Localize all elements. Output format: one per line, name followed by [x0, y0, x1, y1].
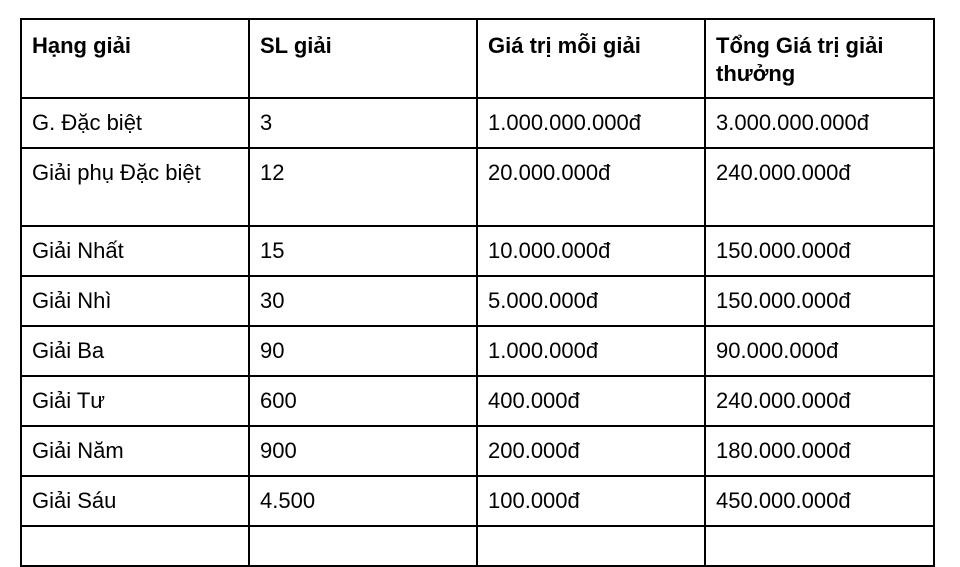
cell-prize-tier: Giải Tư: [21, 376, 249, 426]
table-cell: [21, 526, 249, 566]
header-total-value: Tổng Giá trị giải thưởng: [705, 19, 934, 98]
cell-total-value: 240.000.000đ: [705, 376, 934, 426]
cell-prize-tier: Giải Nhì: [21, 276, 249, 326]
table-row: [21, 426, 934, 476]
table-row: [21, 148, 934, 226]
cell-value-each: 400.000đ: [477, 376, 705, 426]
table-cell: [477, 526, 705, 566]
cell-prize-count: 90: [249, 326, 477, 376]
header-prize-tier: Hạng giải: [21, 19, 249, 98]
cell-prize-count: 4.500: [249, 476, 477, 526]
table-cell: [249, 526, 477, 566]
table-row-partial: [21, 526, 934, 566]
prize-table: [20, 18, 935, 567]
cell-total-value: 180.000.000đ: [705, 426, 934, 476]
header-row: [21, 19, 934, 98]
table-header: [21, 19, 934, 98]
cell-prize-tier: Giải phụ Đặc biệt: [21, 148, 249, 226]
cell-value-each: 5.000.000đ: [477, 276, 705, 326]
cell-total-value: 90.000.000đ: [705, 326, 934, 376]
table-row: [21, 476, 934, 526]
cell-prize-tier: Giải Năm: [21, 426, 249, 476]
cell-value-each: 200.000đ: [477, 426, 705, 476]
table-row: [21, 226, 934, 276]
cell-value-each: 100.000đ: [477, 476, 705, 526]
table-row: [21, 326, 934, 376]
cell-prize-tier: Giải Ba: [21, 326, 249, 376]
table-row: [21, 376, 934, 426]
cell-prize-tier: Giải Nhất: [21, 226, 249, 276]
cell-prize-count: 3: [249, 98, 477, 148]
prize-table-container: [20, 18, 933, 567]
table-row: [21, 98, 934, 148]
cell-value-each: 20.000.000đ: [477, 148, 705, 226]
cell-total-value: 3.000.000.000đ: [705, 98, 934, 148]
cell-prize-tier: G. Đặc biệt: [21, 98, 249, 148]
table-row: [21, 276, 934, 326]
cell-total-value: 240.000.000đ: [705, 148, 934, 226]
cell-prize-tier: Giải Sáu: [21, 476, 249, 526]
cell-prize-count: 600: [249, 376, 477, 426]
cell-total-value: 150.000.000đ: [705, 226, 934, 276]
cell-value-each: 10.000.000đ: [477, 226, 705, 276]
cell-value-each: 1.000.000đ: [477, 326, 705, 376]
cell-total-value: 150.000.000đ: [705, 276, 934, 326]
table-body: [21, 98, 934, 566]
cell-prize-count: 30: [249, 276, 477, 326]
cell-total-value: 450.000.000đ: [705, 476, 934, 526]
cell-prize-count: 15: [249, 226, 477, 276]
cell-prize-count: 900: [249, 426, 477, 476]
cell-prize-count: 12: [249, 148, 477, 226]
header-value-each: Giá trị mỗi giải: [477, 19, 705, 98]
table-cell: [705, 526, 934, 566]
cell-value-each: 1.000.000.000đ: [477, 98, 705, 148]
header-prize-count: SL giải: [249, 19, 477, 98]
